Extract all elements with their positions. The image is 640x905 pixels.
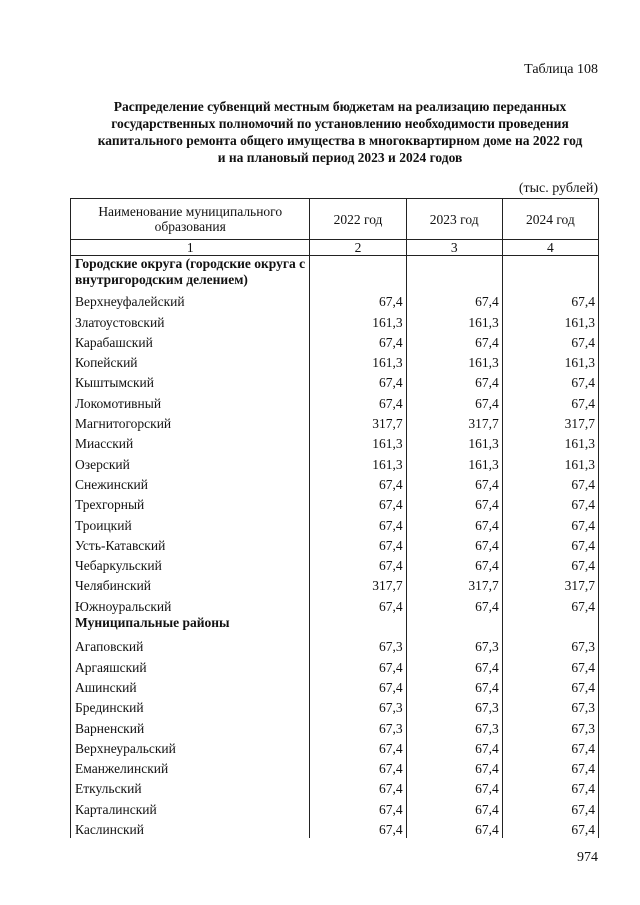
municipality-name: Верхнеуральский (71, 737, 310, 757)
value-2024: 67,4 (502, 513, 598, 533)
municipality-name: Каслинский (71, 818, 310, 838)
table-row (71, 391, 599, 411)
municipality-name: Копейский (71, 351, 310, 371)
empty-cell (310, 615, 406, 635)
value-2022: 67,4 (310, 676, 406, 696)
municipality-name: Трехгорный (71, 493, 310, 513)
value-2022: 67,4 (310, 777, 406, 797)
table-row (71, 797, 599, 817)
value-2022: 67,4 (310, 473, 406, 493)
value-2024: 67,3 (502, 696, 598, 716)
value-2023: 67,4 (406, 534, 502, 554)
municipality-name: Ашинский (71, 676, 310, 696)
title-line: государственных полномочий по установлению необходимости проведения (111, 116, 569, 131)
value-2024: 67,4 (502, 655, 598, 675)
table-row (71, 493, 599, 513)
table-row (71, 310, 599, 330)
municipality-name: Южноуральский (71, 594, 310, 614)
value-2024: 67,4 (502, 473, 598, 493)
value-2022: 67,4 (310, 331, 406, 351)
column-header-2022: 2022 год (310, 199, 406, 240)
value-2022: 67,4 (310, 594, 406, 614)
table-row (71, 737, 599, 757)
value-2023: 67,4 (406, 331, 502, 351)
municipality-name: Кыштымский (71, 371, 310, 391)
table-row (71, 371, 599, 391)
value-2023: 161,3 (406, 351, 502, 371)
column-number-row (71, 240, 599, 256)
table-row (71, 696, 599, 716)
municipality-name: Агаповский (71, 635, 310, 655)
empty-cell (502, 615, 598, 635)
value-2024: 161,3 (502, 351, 598, 371)
page-number: 974 (577, 850, 598, 865)
value-2023: 67,4 (406, 737, 502, 757)
column-number: 4 (502, 240, 598, 256)
value-2024: 67,4 (502, 818, 598, 838)
value-2024: 67,4 (502, 391, 598, 411)
value-2022: 67,4 (310, 655, 406, 675)
value-2022: 67,4 (310, 534, 406, 554)
value-2023: 161,3 (406, 452, 502, 472)
header-row (71, 199, 599, 240)
value-2023: 67,4 (406, 513, 502, 533)
value-2023: 317,7 (406, 412, 502, 432)
group-title: Муниципальные районы (71, 615, 310, 635)
value-2024: 67,4 (502, 757, 598, 777)
value-2022: 161,3 (310, 310, 406, 330)
municipality-name: Брединский (71, 696, 310, 716)
table-row (71, 574, 599, 594)
value-2024: 317,7 (502, 574, 598, 594)
value-2024: 67,4 (502, 331, 598, 351)
value-2022: 67,4 (310, 757, 406, 777)
value-2022: 67,4 (310, 290, 406, 310)
value-2023: 67,4 (406, 676, 502, 696)
table-row (71, 635, 599, 655)
municipality-name: Верхнеуфалейский (71, 290, 310, 310)
municipality-name: Челябинский (71, 574, 310, 594)
table-row (71, 534, 599, 554)
municipality-name: Карталинский (71, 797, 310, 817)
value-2024: 67,4 (502, 777, 598, 797)
municipality-name: Варненский (71, 716, 310, 736)
municipality-name: Магнитогорский (71, 412, 310, 432)
value-2023: 67,4 (406, 757, 502, 777)
municipality-name: Озерский (71, 452, 310, 472)
title-line: и на плановый период 2023 и 2024 годов (217, 150, 463, 165)
table-body (71, 256, 599, 839)
value-2024: 161,3 (502, 432, 598, 452)
municipality-name: Локомотивный (71, 391, 310, 411)
table-row (71, 432, 599, 452)
table-row (71, 655, 599, 675)
value-2024: 67,3 (502, 716, 598, 736)
municipality-name: Чебаркульский (71, 554, 310, 574)
table-row (71, 351, 599, 371)
table-row (71, 473, 599, 493)
empty-cell (310, 256, 406, 291)
value-2024: 161,3 (502, 310, 598, 330)
table-row (71, 513, 599, 533)
table-row (71, 594, 599, 614)
value-2023: 67,4 (406, 818, 502, 838)
municipality-name: Карабашский (71, 331, 310, 351)
value-2022: 67,4 (310, 797, 406, 817)
table-row (71, 554, 599, 574)
value-2022: 317,7 (310, 412, 406, 432)
value-2023: 67,4 (406, 290, 502, 310)
column-number: 1 (71, 240, 310, 256)
value-2024: 67,4 (502, 797, 598, 817)
empty-cell (406, 615, 502, 635)
document-title (60, 98, 620, 166)
value-2022: 67,3 (310, 696, 406, 716)
table-row (71, 818, 599, 838)
value-2022: 67,4 (310, 371, 406, 391)
unit-label: (тыс. рублей) (518, 181, 598, 196)
value-2024: 67,4 (502, 554, 598, 574)
value-2022: 67,3 (310, 716, 406, 736)
municipality-name: Еткульский (71, 777, 310, 797)
column-number: 2 (310, 240, 406, 256)
table-number: Таблица 108 (524, 62, 598, 77)
value-2022: 67,3 (310, 635, 406, 655)
value-2024: 67,4 (502, 493, 598, 513)
value-2023: 317,7 (406, 574, 502, 594)
value-2024: 67,4 (502, 737, 598, 757)
value-2022: 161,3 (310, 452, 406, 472)
value-2023: 161,3 (406, 310, 502, 330)
value-2022: 317,7 (310, 574, 406, 594)
value-2022: 67,4 (310, 818, 406, 838)
table-row (71, 757, 599, 777)
value-2023: 67,4 (406, 391, 502, 411)
empty-cell (406, 256, 502, 291)
value-2023: 67,4 (406, 777, 502, 797)
value-2022: 67,4 (310, 391, 406, 411)
empty-cell (502, 256, 598, 291)
table-row (71, 412, 599, 432)
value-2023: 67,4 (406, 493, 502, 513)
value-2023: 67,4 (406, 371, 502, 391)
value-2022: 67,4 (310, 493, 406, 513)
table-row (71, 676, 599, 696)
value-2024: 67,4 (502, 371, 598, 391)
group-header-row (71, 615, 599, 635)
table-row (71, 452, 599, 472)
municipality-name: Троицкий (71, 513, 310, 533)
municipality-name: Миасский (71, 432, 310, 452)
group-title: Городские округа (городские округа с внутригородским делением) (71, 256, 310, 291)
subvention-table (70, 198, 599, 838)
municipality-name: Аргаяшский (71, 655, 310, 675)
value-2024: 161,3 (502, 452, 598, 472)
value-2023: 67,4 (406, 655, 502, 675)
table-row (71, 777, 599, 797)
value-2023: 67,4 (406, 594, 502, 614)
column-header-2024: 2024 год (502, 199, 598, 240)
value-2022: 67,4 (310, 554, 406, 574)
value-2024: 67,4 (502, 676, 598, 696)
value-2022: 161,3 (310, 351, 406, 371)
value-2022: 67,4 (310, 513, 406, 533)
municipality-name: Еманжелинский (71, 757, 310, 777)
municipality-name: Усть-Катавский (71, 534, 310, 554)
value-2023: 67,3 (406, 716, 502, 736)
municipality-name: Златоустовский (71, 310, 310, 330)
title-line: капитального ремонта общего имущества в многоквартирном доме на 2022 год (97, 133, 583, 148)
table-row (71, 290, 599, 310)
value-2023: 67,4 (406, 473, 502, 493)
value-2024: 67,3 (502, 635, 598, 655)
column-header-2023: 2023 год (406, 199, 502, 240)
value-2023: 161,3 (406, 432, 502, 452)
column-number: 3 (406, 240, 502, 256)
table-row (71, 331, 599, 351)
value-2024: 67,4 (502, 290, 598, 310)
group-header-row (71, 256, 599, 291)
table-row (71, 716, 599, 736)
title-line: Распределение субвенций местным бюджетам на реализацию переданных (113, 99, 567, 114)
value-2023: 67,3 (406, 635, 502, 655)
value-2023: 67,4 (406, 554, 502, 574)
value-2024: 67,4 (502, 594, 598, 614)
value-2023: 67,4 (406, 797, 502, 817)
value-2024: 317,7 (502, 412, 598, 432)
value-2024: 67,4 (502, 534, 598, 554)
column-header-name: Наименование муниципального образования (71, 199, 310, 240)
value-2022: 67,4 (310, 737, 406, 757)
value-2022: 161,3 (310, 432, 406, 452)
value-2023: 67,3 (406, 696, 502, 716)
municipality-name: Снежинский (71, 473, 310, 493)
